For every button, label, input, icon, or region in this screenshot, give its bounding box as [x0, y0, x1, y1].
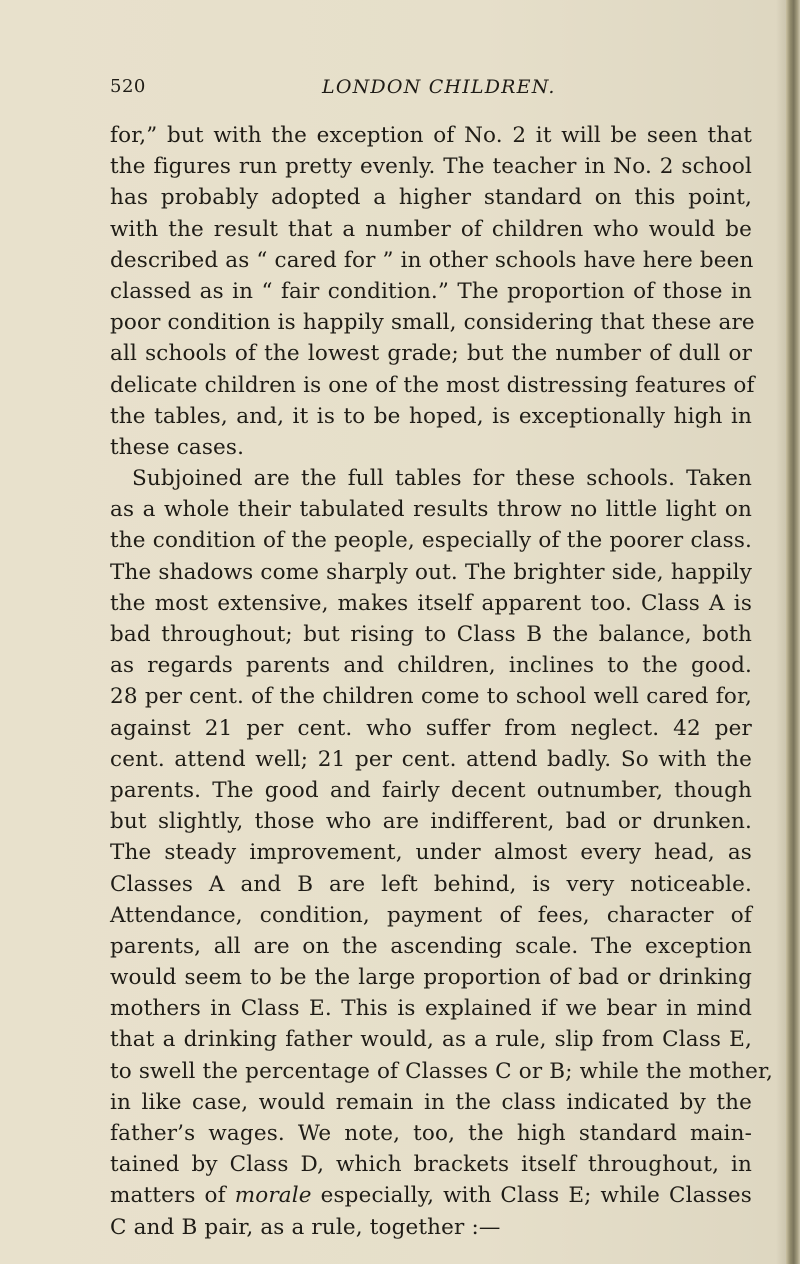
body-text — [110, 120, 774, 1243]
text-line: has probably adopted a higher standard on this point, — [110, 185, 752, 211]
text-line: against 21 per cent. who suffer from neglect. 42 per — [110, 715, 752, 741]
text-line: in like case, would remain in the class indicated by the — [110, 1089, 752, 1115]
text-line: mothers in Class E. This is explained if we bear in mind — [110, 996, 752, 1022]
text-line: with the result that a number of children who would be — [110, 216, 752, 242]
text-line: as a whole their tabulated results throw no little light on — [110, 497, 752, 523]
text-line: Classes A and B are left behind, is very noticeable. — [110, 871, 752, 897]
text-line: the condition of the people, especially of the poorer class. — [110, 528, 752, 554]
text-line: bad throughout; but rising to Class B the balance, both — [110, 622, 752, 647]
page-header — [110, 76, 750, 104]
text-line: would seem to be the large proportion of bad or drinking — [110, 965, 752, 991]
text-line: parents, all are on the ascending scale. The exception — [110, 933, 752, 959]
text-line: classed as in “ fair condition.” The proportion of those in — [110, 278, 752, 304]
line-segment: especially, with Class E; while Classes — [311, 1183, 752, 1209]
text-line: as regards parents and children, inclines to the good. — [110, 653, 752, 679]
text-line: for,” but with the exception of No. 2 it will be seen that — [110, 123, 752, 148]
italic-word-morale: morale — [234, 1183, 312, 1209]
text-line: the tables, and, it is to be hoped, is exceptionally high in — [110, 403, 752, 429]
paragraph-start-line: Subjoined are the full tables for these schools. Taken — [132, 466, 752, 492]
text-line: cent. attend well; 21 per cent. attend badly. So with the — [110, 746, 752, 772]
text-line-with-italic — [110, 1180, 752, 1211]
text-line: described as “ cared for ” in other schools have here been — [110, 247, 754, 273]
page-edge — [786, 0, 800, 1264]
text-line: Attendance, condition, payment of fees, character of — [110, 902, 752, 928]
text-line: The steady improvement, under almost every head, as — [110, 840, 752, 866]
text-line: delicate children is one of the most distressing features of — [110, 372, 755, 398]
page-gutter-shadow — [776, 0, 786, 1264]
text-line: 28 per cent. of the children come to school well cared for, — [110, 684, 752, 710]
text-line: to swell the percentage of Classes C or B; while the mother, — [110, 1058, 774, 1084]
line-segment: matters of — [110, 1183, 235, 1209]
text-line: tained by Class D, which brackets itself throughout, in — [110, 1152, 752, 1178]
text-line: poor condition is happily small, considering that these are — [110, 310, 755, 336]
paragraph-end-line: C and B pair, as a rule, together :— — [110, 1214, 501, 1240]
text-line: that a drinking father would, as a rule, slip from Class E, — [110, 1027, 752, 1053]
running-head: LONDON CHILDREN. — [322, 76, 556, 98]
text-line: the most extensive, makes itself apparent too. Class A is — [110, 590, 752, 616]
text-line: parents. The good and fairly decent outnumber, though — [110, 777, 752, 803]
page-number: 520 — [110, 76, 146, 97]
text-line: father’s wages. We note, too, the high standard main- — [110, 1121, 752, 1146]
text-line: but slightly, those who are indifferent, bad or drunken. — [110, 809, 752, 835]
text-line: all schools of the lowest grade; but the number of dull or — [110, 341, 752, 367]
paragraph-end-line: these cases. — [110, 434, 245, 460]
text-line: the figures run pretty evenly. The teacher in No. 2 school — [110, 154, 752, 180]
text-line: The shadows come sharply out. The brighter side, happily — [110, 559, 752, 585]
